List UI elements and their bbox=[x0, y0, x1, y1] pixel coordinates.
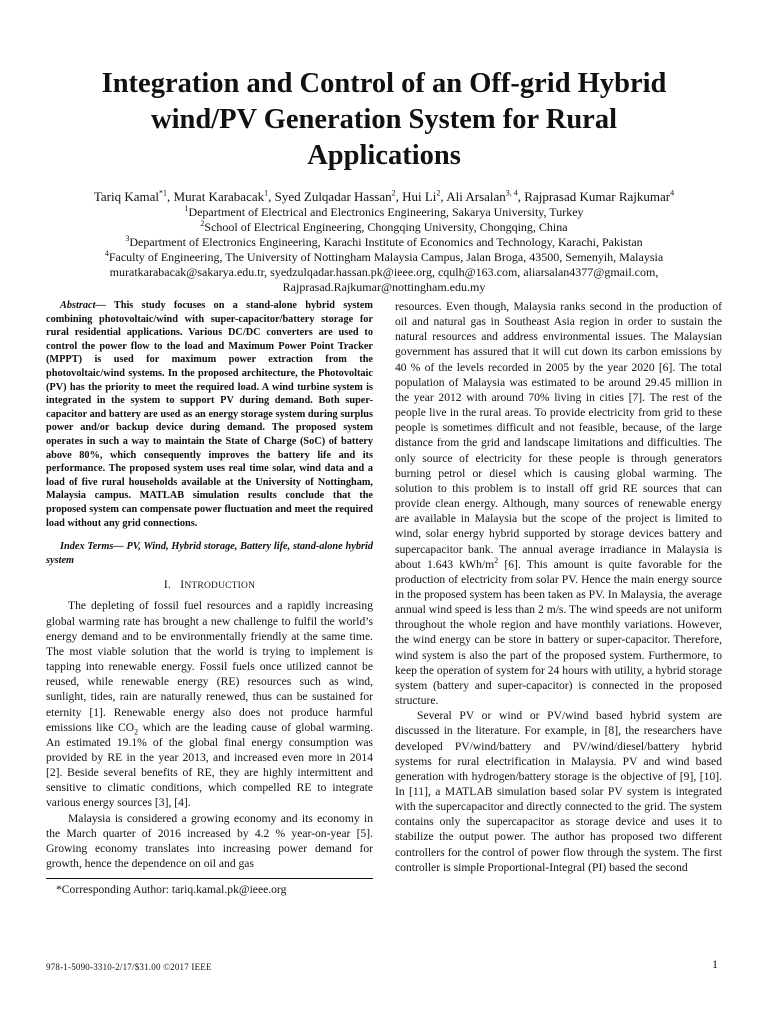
author-name: Ali Arsalan bbox=[446, 189, 506, 204]
author-emails: Rajprasad.Rajkumar@nottingham.edu.my bbox=[282, 280, 486, 294]
body-paragraph: Malaysia is considered a growing economy and its economy in the March quarter of 2016 increased by 4.2 % year-on-year [5]. Growing economy translates into increasing power demand for growth, hence the dependence on oil and gas bbox=[46, 811, 373, 871]
affiliation: $^2$School of Electrical Engineering, Chongqing University, Chongqing, China bbox=[200, 219, 568, 234]
corresponding-author-footnote: *Corresponding Author: tariq.kamal.pk@ieee.org bbox=[56, 883, 287, 896]
author-block bbox=[20, 188, 748, 295]
footnote-divider bbox=[46, 878, 373, 879]
section-heading: I. INTRODUCTION bbox=[163, 578, 256, 592]
author-name: Tariq Kamal bbox=[93, 189, 160, 204]
body-paragraph: resources. Even though, Malaysia ranks second in the production of oil and natural gas in Southeast Asia region in order to sustain the natural resources and address environmental issues. The Malaysian government has assured that it will cut down its carbon emissions by 40 % of the levels recorded in 2005 by the year 2020 [6]. The total population of Malaysia was estimated to be around 29.45 million in the year 2012 with around 70% living in cities [7]. The rest of the people live in the rural areas. To provide electricity from grid to these people is sometimes difficult and not feasible, because, of the large distance from the grid and landscape limitations and difficulties. The only source of electricity for these people is through generators burning petrol or diesel which is causing global warming. The solution to this problem is to install off grid RE sources that can provide clean energy. Although, many sources of renewable energy are available in Malaysia but the scope of the project is limited to wind, solar energy hybrid supported by storage devices battery and supercapacitor bank. The annual average irradiance in Malaysia is about 1.643 kWh/$m^2$ [6]. This amount is quite favorable for the production of electricity from solar PV. Hence the main energy source in the proposed system has been taken as PV. In Malaysia, the average annual wind speed is less than 2 m/s. The wind speeds are not uniform throughout the whole region and have monthly variations. However, the wind energy can be store in battery or super-capacitor. Therefore, wind system is also the part of the proposed system. Furthermore, to keep the operation of system for 24 hours with utility, a hybrid storage system (battery and super-capacitor) is connected in the proposed structure. bbox=[395, 300, 722, 708]
left-column bbox=[46, 299, 373, 871]
affiliation: $^3$Department of Electronics Engineering, Karachi Institute of Economics and Technology, Karachi, Pakistan bbox=[125, 234, 643, 249]
author-emails: muratkarabacak@sakarya.edu.tr, syedzulqadar.hassan.pk@ieee.org, cqulh@163.com, aliarsalan4377@gmail.com, bbox=[109, 265, 659, 279]
page-number: 1 bbox=[712, 957, 718, 971]
affiliation: $^4$Faculty of Engineering, The University of Nottingham Malaysia Campus, Jalan Broga, 43500, Semenyih, Malaysia bbox=[104, 249, 664, 264]
paper-title bbox=[40, 66, 728, 174]
author-sup: 2 bbox=[391, 188, 396, 198]
author-sup: *1 bbox=[159, 188, 168, 198]
body-paragraph: Several PV or wind or PV/wind based hybrid system are discussed in the literature. For example, in [8], the researchers have developed PV/wind/battery and PV/wind/diesel/battery hybrid systems for rural electrification in Malaysia. PV and wind based generation with hydrogen/battery storage is the objective of [9], [10]. In [11], a MATLAB simulation based solar PV system is integrated with the supercapacitor and directly connected to the grid. The system contains only the supercapacitor as storage device and uses it to stabilize the output power. The author has proposed two different controllers for the control of power flow through the system. The first controller is simple Proportional-Integral (PI) based the second bbox=[395, 709, 722, 874]
title-line: Applications bbox=[307, 140, 461, 171]
body-paragraph: The depleting of fossil fuel resources and a rapidly increasing global warming rate has brought a new challenge to fulfil the world’s energy demand and to be environmentally friendly at the same time. The most viable solution that the world is trying to implement is tapping into renewable energy. Fossil fuels once utilized cannot be reused, while renewable energy (RE) resources such as wind, sunlight, tides, rain are naturally renewed, thus can be sustained for eternity [1]. Renewable energy also does not produce harmful emissions like $CO_2$ which are the leading cause of global warming. An estimated 19.1% of the global final energy consumption was provided by RE in the year 2013, and increased even more in 2014 [2]. Beside several benefits of RE, they are highly intermittent and sensitive to climatic conditions, which compelled RE to integrate various energy sources [3], [4]. bbox=[46, 599, 373, 810]
index-terms: Index Terms— PV, Wind, Hybrid storage, Battery life, stand-alone hybrid system bbox=[46, 541, 373, 566]
isbn-copyright: 978-1-5090-3310-2/17/$31.00 ©2017 IEEE bbox=[46, 962, 212, 972]
title-line: Integration and Control of an Off-grid Hybrid bbox=[101, 68, 667, 99]
right-column bbox=[395, 299, 722, 875]
author-sup: 1 bbox=[264, 188, 269, 198]
author-name: Hui Li bbox=[402, 189, 437, 204]
author-sup: 4 bbox=[670, 188, 675, 198]
author-name: Syed Zulqadar Hassan bbox=[274, 189, 392, 204]
abstract-text: This study focuses on a stand-alone hybrid system combining photovoltaic/wind with super-capacitor/battery storage for rural residential applications. Various DC/DC converters are used to control the power flow to the load and Maximum Power Point Tracker (MPPT) is used for maximum power extraction from the photovoltaic/wind systems. In the proposed architecture, the Photovoltaic (PV) has the priority to meet the required load. A wind turbine system is integrated in the system to support PV during demand. Both super-capacitor and battery are used as an energy storage system during surplus power and/or backup device during demand. The proposed system operates in such a way to maintain the State of Charge (SoC) of battery above 80%, which consequently improves the battery life and its performance. The proposed system uses real time solar, wind data and a load of five rural households available at the University of Nottingham, Malaysia campus. MATLAB simulation results conclude that the proposed system can compensate power fluctuation and meet the required load without any grid connections. bbox=[46, 300, 373, 529]
author-name: Rajprasad Kumar Rajkumar bbox=[524, 189, 671, 204]
title-line: wind/PV Generation System for Rural bbox=[150, 104, 618, 135]
author-name: Murat Karabacak bbox=[173, 189, 265, 204]
author-sup: 3, 4 bbox=[505, 188, 518, 198]
affiliation: $^1$Department of Electrical and Electronics Engineering, Sakarya University, Turkey bbox=[184, 204, 584, 219]
author-sup: 2 bbox=[436, 188, 441, 198]
abstract-label: Abstract— bbox=[60, 300, 106, 311]
abstract bbox=[46, 299, 373, 530]
author-names: Tariq Kamal$^{*1}$, Murat Karabacak$^1$, Syed Zulqadar Hassan$^2$, Hui Li$^2$, Ali Arsalan$^{3, 4}$, Rajprasad Kumar Rajkumar$^4$ bbox=[93, 188, 675, 204]
